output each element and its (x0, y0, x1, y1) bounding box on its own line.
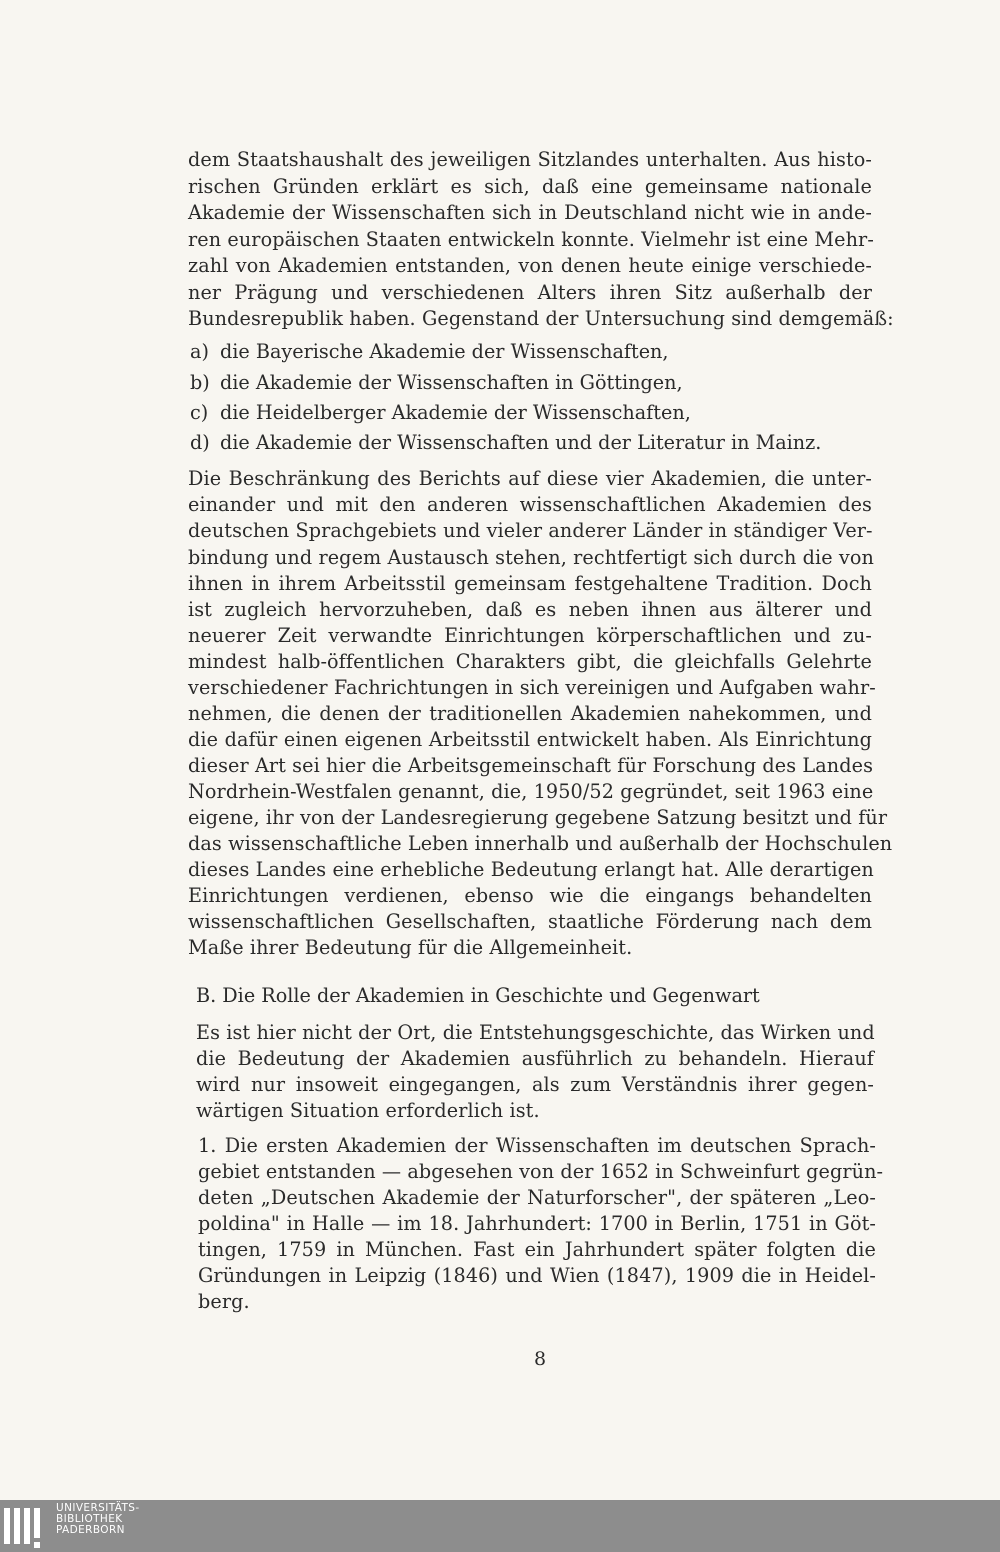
text-line: rischen Gründen erklärt es sich, daß eine gemeinsame nationale (188, 175, 872, 198)
list-item (190, 430, 821, 456)
text-line: deutschen Sprachgebiets und vieler anderer Länder in ständiger Ver- (188, 519, 873, 542)
text-line: wird nur insoweit eingegangen, als zum Verständnis ihrer gegen- (196, 1073, 874, 1096)
text-line: wissenschaftlichen Gesellschaften, staatliche Förderung nach dem (188, 910, 872, 933)
text-line: ist zugleich hervorzuheben, daß es neben ihnen aus älterer und (188, 598, 872, 621)
list-item (190, 339, 669, 365)
list-marker: c) (190, 401, 209, 424)
text-line: wärtigen Situation erforderlich ist. (196, 1099, 540, 1122)
text-line: verschiedener Fachrichtungen in sich vereinigen und Aufgaben wahr- (188, 676, 876, 699)
text-line: Maße ihrer Bedeutung für die Allgemeinheit. (188, 936, 633, 959)
logo-line: UNIVERSITÄTS- (56, 1502, 140, 1514)
text-line: 1. Die ersten Akademien der Wissenschaften im deutschen Sprach- (198, 1134, 876, 1157)
list-marker: a) (190, 340, 209, 363)
text-line: mindest halb-öffentlichen Charakters gibt, die gleichfalls Gelehrte (188, 650, 872, 673)
footer-bar (0, 1500, 1000, 1552)
library-logo-text (56, 1503, 140, 1536)
text-line: poldina" in Halle — im 18. Jahrhundert: 1700 in Berlin, 1751 in Göt- (198, 1212, 876, 1235)
text-line: die Bedeutung der Akademien ausführlich zu behandeln. Hierauf (196, 1047, 874, 1070)
logo-line: BIBLIOTHEK (56, 1513, 123, 1525)
text-line: dieses Landes eine erhebliche Bedeutung erlangt hat. Alle derartigen (188, 858, 874, 881)
list-item (190, 370, 683, 396)
text-line: Es ist hier nicht der Ort, die Entstehungsgeschichte, das Wirken und (196, 1021, 875, 1044)
text-line: Einrichtungen verdienen, ebenso wie die eingangs behandelten (188, 884, 872, 907)
library-logo-icon (2, 1502, 48, 1550)
text-line: deten „Deutschen Akademie der Naturforscher", der späteren „Leo- (198, 1186, 876, 1209)
text-line: neuerer Zeit verwandte Einrichtungen körperschaftlichen und zu- (188, 624, 872, 647)
text-line: nehmen, die denen der traditionellen Akademien nahekommen, und (188, 702, 872, 725)
text-line: dem Staatshaushalt des jeweiligen Sitzlandes unterhalten. Aus histo- (188, 148, 872, 171)
list-item (190, 400, 691, 426)
list-item-text: die Bayerische Akademie der Wissenschaften, (220, 340, 669, 363)
text-line: eigene, ihr von der Landesregierung gegebene Satzung besitzt und für (188, 806, 888, 829)
text-line: Bundesrepublik haben. Gegenstand der Untersuchung sind demgemäß: (188, 307, 894, 330)
page-number: 8 (533, 1348, 547, 1370)
text-line: zahl von Akademien entstanden, von denen heute einige verschiede- (188, 254, 872, 277)
text-line: berg. (198, 1290, 250, 1313)
text-line: ren europäischen Staaten entwickeln konnte. Vielmehr ist eine Mehr- (188, 228, 874, 251)
list-marker: b) (190, 371, 210, 394)
list-item-text: die Akademie der Wissenschaften in Göttingen, (220, 371, 683, 394)
list-marker: d) (190, 431, 210, 454)
text-line: das wissenschaftliche Leben innerhalb und außerhalb der Hochschulen (188, 832, 893, 855)
text-line: Akademie der Wissenschaften sich in Deutschland nicht wie in ande- (188, 201, 872, 224)
text-line: bindung und regem Austausch stehen, rechtfertigt sich durch die von (188, 546, 874, 569)
text-line: Nordrhein-Westfalen genannt, die, 1950/52 gegründet, seit 1963 eine (188, 780, 874, 803)
text-line: die dafür einen eigenen Arbeitsstil entwickelt haben. Als Einrichtung (188, 728, 872, 751)
logo-line: PADERBORN (56, 1524, 125, 1536)
text-line: ner Prägung und verschiedenen Alters ihren Sitz außerhalb der (188, 281, 872, 304)
text-line: gebiet entstanden — abgesehen von der 1652 in Schweinfurt gegrün- (198, 1160, 884, 1183)
text-line: einander und mit den anderen wissenschaftlichen Akademien des (188, 493, 872, 516)
list-item-text: die Heidelberger Akademie der Wissenschaften, (220, 401, 691, 424)
text-line: ihnen in ihrem Arbeitsstil gemeinsam festgehaltene Tradition. Doch (188, 572, 872, 595)
text-line: Die Beschränkung des Berichts auf diese vier Akademien, die unter- (188, 467, 872, 490)
text-line: tingen, 1759 in München. Fast ein Jahrhundert später folgten die (198, 1238, 876, 1261)
section-heading: B. Die Rolle der Akademien in Geschichte und Gegenwart (196, 984, 760, 1007)
list-item-text: die Akademie der Wissenschaften und der Literatur in Mainz. (220, 431, 822, 454)
text-line: dieser Art sei hier die Arbeitsgemeinschaft für Forschung des Landes (188, 754, 874, 777)
text-line: Gründungen in Leipzig (1846) und Wien (1847), 1909 die in Heidel- (198, 1264, 876, 1287)
